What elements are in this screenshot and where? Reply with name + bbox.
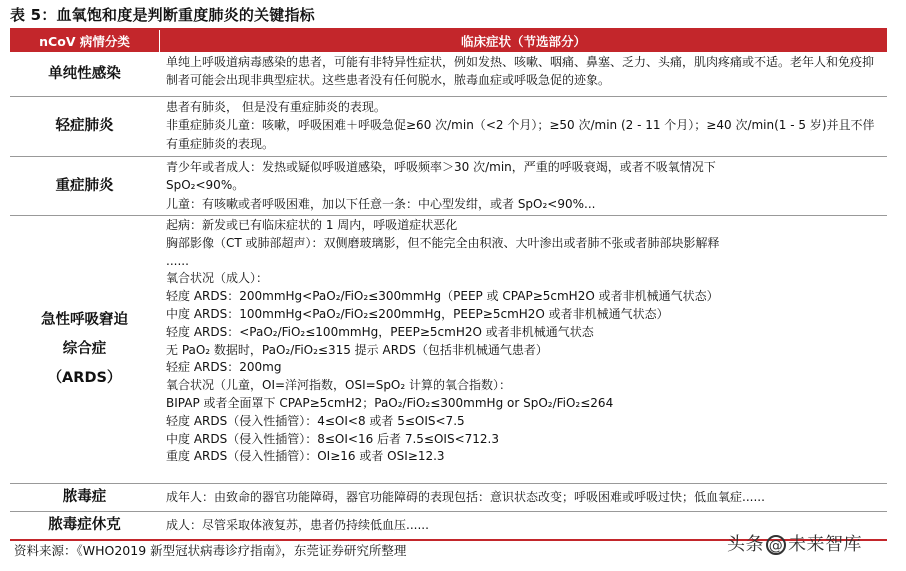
source-note: 资料来源：《WHO2019 新型冠状病毒诊疗指南》，东莞证券研究所整理 (14, 543, 407, 558)
table-row (10, 484, 887, 512)
row-category: 单纯性感染 (48, 65, 121, 82)
watermark-prefix: 头条 (727, 534, 764, 555)
table-row (10, 97, 887, 157)
watermark-name: 未来智库 (788, 534, 862, 555)
row-description: 单纯上呼吸道病毒感染的患者，可能有非特异性症状，例如发热、咳嗽、咽痛、鼻塞、乏力、头痛，肌肉疼痛或不适。老年人和免疫抑制者可能会出现非典型症状。这些患者没有任何脱水，脓毒血症或呼吸急促的迹象。 (166, 55, 875, 88)
symptom-table (10, 28, 887, 541)
header-symptoms: 临床症状（节选部分） (460, 34, 586, 49)
row-category: 重症肺炎 (55, 177, 114, 194)
row-description: 成年人：由致命的器官功能障碍，器官功能障碍的表现包括：意识状态改变；呼吸困难或呼吸过快；低血氧症...... (166, 490, 765, 504)
row-description: 患者有肺炎， 但是没有重症肺炎的表现。 非重症肺炎儿童：咳嗽，呼吸困难＋呼吸急促≥60 次/min（<2 个月）；≥50 次/min (2 - 11 个月）；≥40 次/min(1 - 5 岁)并且不伴有重症肺炎的表现。 (166, 100, 875, 151)
table-row (10, 52, 887, 97)
watermark (727, 530, 862, 556)
table-row (10, 216, 887, 484)
row-category: 脓毒症休克 (48, 517, 121, 533)
table-header (10, 30, 887, 52)
row-description: 成人：尽管采取体液复苏，患者仍持续低血压...... (166, 518, 429, 532)
table-row (10, 157, 887, 216)
row-description: 起病：新发或已有临床症状的 1 周内，呼吸道症状恶化 胸部影像（CT 或肺部超声）：双侧磨玻璃影，但不能完全由积液、大叶渗出或者肺不张或者肺部块影解释 ...... 氧合状况（成人）： 轻度 ARDS：200mmHg<PaO₂/FiO₂≤300mmHg（PEEP 或 CPAP≥5cmH2O 或者非机械通气状态） 中度 ARDS：100mmHg<PaO₂/FiO₂≤200mmHg，PEEP≥5cmH2O 或者非机械通气状态） 轻度 ARDS：<PaO₂/FiO₂≤100mmHg，PEEP≥5cmH2O 或者非机械通气状态 无 PaO₂ 数据时，PaO₂/FiO₂≤315 提示 ARDS（包括非机械通气患者） 轻症 ARDS：200mg 氧合状况（儿童，OI=洋河指数，OSI=SpO₂ 计算的氧合指数）： BIPAP 或者全面罩下 CPAP≥5cmH2；PaO₂/FiO₂≤300mmHg or SpO₂/FiO₂≤264 轻度 ARDS（侵入性插管）：4≤OI<8 或者 5≤OIS<7.5 中度 ARDS（侵入性插管）：8≤OI<16 后者 7.5≤OIS<712.3 重度 ARDS（侵入性插管）：OI≥16 或者 OSI≥12.3 (166, 218, 720, 464)
table-caption: 表 5：血氧饱和度是判断重度肺炎的关键指标 (10, 6, 315, 24)
row-description: 青少年或者成人：发热或疑似呼吸道感染，呼吸频率＞30 次/min，严重的呼吸衰竭，或者不吸氧情况下 SpO₂<90%。 儿童：有咳嗽或者呼吸困难，加以下任意一条：中心型发绀，或者 SpO₂<90%... (166, 160, 716, 211)
row-category: 轻症肺炎 (55, 118, 114, 134)
at-icon: @ (766, 535, 786, 555)
row-category: 急性呼吸窘迫 综合症 （ARDS） (41, 312, 128, 386)
row-category: 脓毒症 (62, 489, 107, 505)
header-category: nCoV 病情分类 (10, 30, 160, 52)
